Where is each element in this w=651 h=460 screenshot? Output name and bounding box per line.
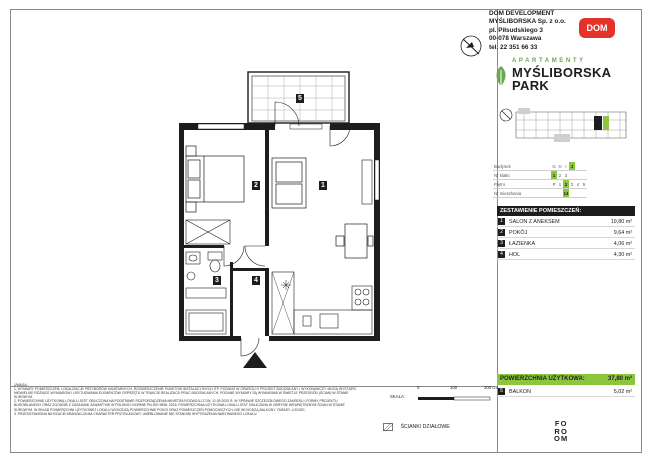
dining-table bbox=[336, 224, 373, 258]
room-area: 4,30 m² bbox=[613, 252, 632, 258]
usable-area-value: 37,80 m² bbox=[607, 376, 632, 382]
scale-tick: 100 bbox=[450, 385, 458, 390]
partition-swatch-icon bbox=[383, 423, 393, 431]
cell-active: 2 bbox=[564, 181, 568, 187]
brand-name-line2: PARK bbox=[512, 78, 550, 93]
row-label: Nr klatki bbox=[493, 171, 551, 180]
double-bed bbox=[186, 146, 244, 212]
room-area: 5,02 m² bbox=[613, 389, 632, 395]
notes bbox=[14, 383, 362, 416]
brand-tagline: APARTAMENTY bbox=[512, 58, 586, 64]
partition-label: ŚCIANKI DZIAŁOWE bbox=[400, 424, 450, 431]
floor-row bbox=[493, 180, 587, 189]
room-area: 19,80 m² bbox=[610, 219, 632, 225]
sofa bbox=[272, 158, 306, 208]
room-label-hall: 4 bbox=[252, 276, 260, 285]
scale-tick: 200 cm bbox=[484, 385, 499, 390]
bathroom-fixtures bbox=[186, 252, 226, 334]
cell: 2 bbox=[558, 172, 562, 178]
dom-development-logo bbox=[577, 14, 617, 40]
rooms-header: ZESTAWIENIE POMIESZCZEŃ: bbox=[497, 206, 635, 216]
room-area: 4,06 m² bbox=[613, 241, 632, 247]
door-swings bbox=[224, 102, 350, 356]
leaf-logo-icon bbox=[493, 64, 509, 90]
room-row bbox=[497, 250, 635, 260]
scale-bar-graphic bbox=[416, 393, 494, 407]
entrance-marker bbox=[243, 352, 267, 368]
room-name: POKÓJ bbox=[509, 230, 528, 236]
wardrobe bbox=[186, 220, 230, 244]
forom-line: RO bbox=[554, 426, 569, 436]
ceiling-fan-icon bbox=[281, 280, 291, 290]
cell: 3 bbox=[570, 181, 574, 187]
notes-title: UWAGA: bbox=[14, 383, 28, 387]
room-number: 3 bbox=[498, 240, 505, 247]
room-name: SALON Z ANEKSEM bbox=[509, 219, 560, 225]
brand-name-line1: MYŚLIBORSKA bbox=[512, 65, 612, 80]
cell: G bbox=[552, 163, 556, 169]
svg-text:DOM: DOM bbox=[586, 23, 608, 33]
room-label-living: 1 bbox=[319, 181, 327, 190]
cell: 5 bbox=[582, 181, 586, 187]
row-label: Nr mieszkania bbox=[493, 189, 551, 198]
room-row bbox=[497, 228, 635, 238]
cell: I bbox=[563, 162, 569, 171]
room-number: 4 bbox=[498, 251, 505, 258]
cell-active: 14 bbox=[563, 190, 569, 196]
room-row bbox=[497, 239, 635, 249]
tv-cabinet bbox=[362, 160, 372, 204]
room-label-bedroom: 2 bbox=[252, 181, 260, 190]
usable-area-total bbox=[497, 374, 635, 385]
note-item: 2. POWIERZCHNIĘ UŻYTKOWĄ LOKALU JEST OBLICZONA NA PODSTAWIE ROZPORZĄDZENIA MINISTRA ROZWOJU Z DN. 11.09.2020 R. W SPRAWIE SZCZEGÓŁOWEGO ZAKRESU I FORMY PROJEKTU BUDOWLANEGO ORAZ ZGODNIE Z ZASADAMI ZAWARTYMI W POLSKIEJ NORMIE PN-ISO 9836: 2015. POWIERZCHNIA UŻYTKOWA LOKALU JEST OBLICZANA W OBRYSIE WEWNĘTRZNYM ŚCIAN W STANIE SUROWYM. W SKŁAD POWIERZCHNI UŻYTKOWEJ LOKALU WCHODZĄ POWIERZCHNIE POKOI ORAZ POMIESZCZEŃ POMOCNICZYCH, NIE WCHODZĄ BALKONY, TARASY, LOGGIE. bbox=[14, 399, 345, 412]
developer-line: DOM DEVELOPMENT bbox=[489, 10, 555, 17]
note-item: 3. PRZEDSTAWIONA NA RZUCIE ARANŻACJA MA CHARAKTER PRZYKŁADOWY, UMEBLOWANIE NIE STANOWI WYPOSAŻENIA NABYWANEGO LOKALU. bbox=[14, 411, 258, 416]
balcony-row bbox=[497, 387, 635, 397]
key-plan-compass-icon bbox=[499, 108, 513, 122]
building-row bbox=[493, 162, 587, 171]
cell: 1 bbox=[558, 181, 562, 187]
building-key-plan bbox=[514, 106, 632, 144]
usable-area-label: POWIERZCHNIA UŻYTKOWA: bbox=[500, 376, 585, 382]
forom-line: OM bbox=[554, 434, 569, 443]
room-number: 5 bbox=[498, 388, 505, 395]
location-table bbox=[493, 162, 587, 198]
room-number: 2 bbox=[498, 229, 505, 236]
room-row bbox=[497, 217, 635, 227]
staircase-row bbox=[493, 171, 587, 180]
room-label-bathroom: 3 bbox=[213, 276, 221, 285]
north-arrow-icon bbox=[461, 36, 481, 56]
apartment-number-row bbox=[493, 189, 587, 198]
cell-active: J bbox=[570, 163, 574, 169]
row-label: Piętro bbox=[493, 180, 551, 189]
room-name: HOL bbox=[509, 252, 521, 258]
scale-tick: 0 bbox=[417, 385, 420, 390]
room-area: 9,64 m² bbox=[613, 230, 632, 236]
room-name: BALKON bbox=[509, 389, 531, 395]
room-name: ŁAZIENKA bbox=[509, 241, 536, 247]
cell-active: 1 bbox=[552, 172, 556, 178]
developer-line: pl. Piłsudskiego 3 bbox=[489, 26, 543, 34]
developer-address bbox=[489, 10, 571, 52]
room-number: 1 bbox=[498, 218, 505, 225]
cell: 4 bbox=[576, 181, 580, 187]
partition-legend bbox=[383, 423, 450, 431]
cell: P bbox=[552, 181, 556, 187]
forom-logo bbox=[554, 420, 568, 443]
kitchen-counter bbox=[272, 272, 372, 334]
developer-line: tel. 22 351 66 33 bbox=[489, 43, 538, 51]
row-label: Budynek bbox=[493, 162, 551, 171]
brand-name bbox=[512, 66, 611, 92]
cell: 3 bbox=[564, 172, 568, 178]
developer-line: MYŚLIBORSKA Sp. z o.o. bbox=[489, 18, 566, 26]
forom-line: FO bbox=[554, 419, 568, 428]
cell: H bbox=[558, 163, 562, 169]
developer-line: 00-078 Warszawa bbox=[489, 35, 542, 43]
room-label-balcony: 5 bbox=[296, 94, 304, 103]
scale-label: SKALA: bbox=[390, 394, 406, 399]
note-item: 1. WYMIARY POMIESZCZEŃ, LOKALIZACJE PRZYBORÓW SANITARNYCH, ROZMIESZCZENIE PUNKTÓW INSTALACYJNYCH ITP. PODANO W OPARCIU O PROJEKT BUDOWLANY I WYKONAWCZY. MOGĄ WYSTĄPIĆ NIEWIELKIE RÓŻNICE WYMIARÓW I USYTUOWANIA ELEMENTÓW OSPRZĘTU W TRAKCIE REALIZACJI PRAC BUDOWLANYCH. PODANE WYMIARY SĄ WYMIARAMI W ŚWIETLE PRZEGRÓD (ŚCIAN) W STANIE SUROWYM. bbox=[14, 387, 357, 400]
